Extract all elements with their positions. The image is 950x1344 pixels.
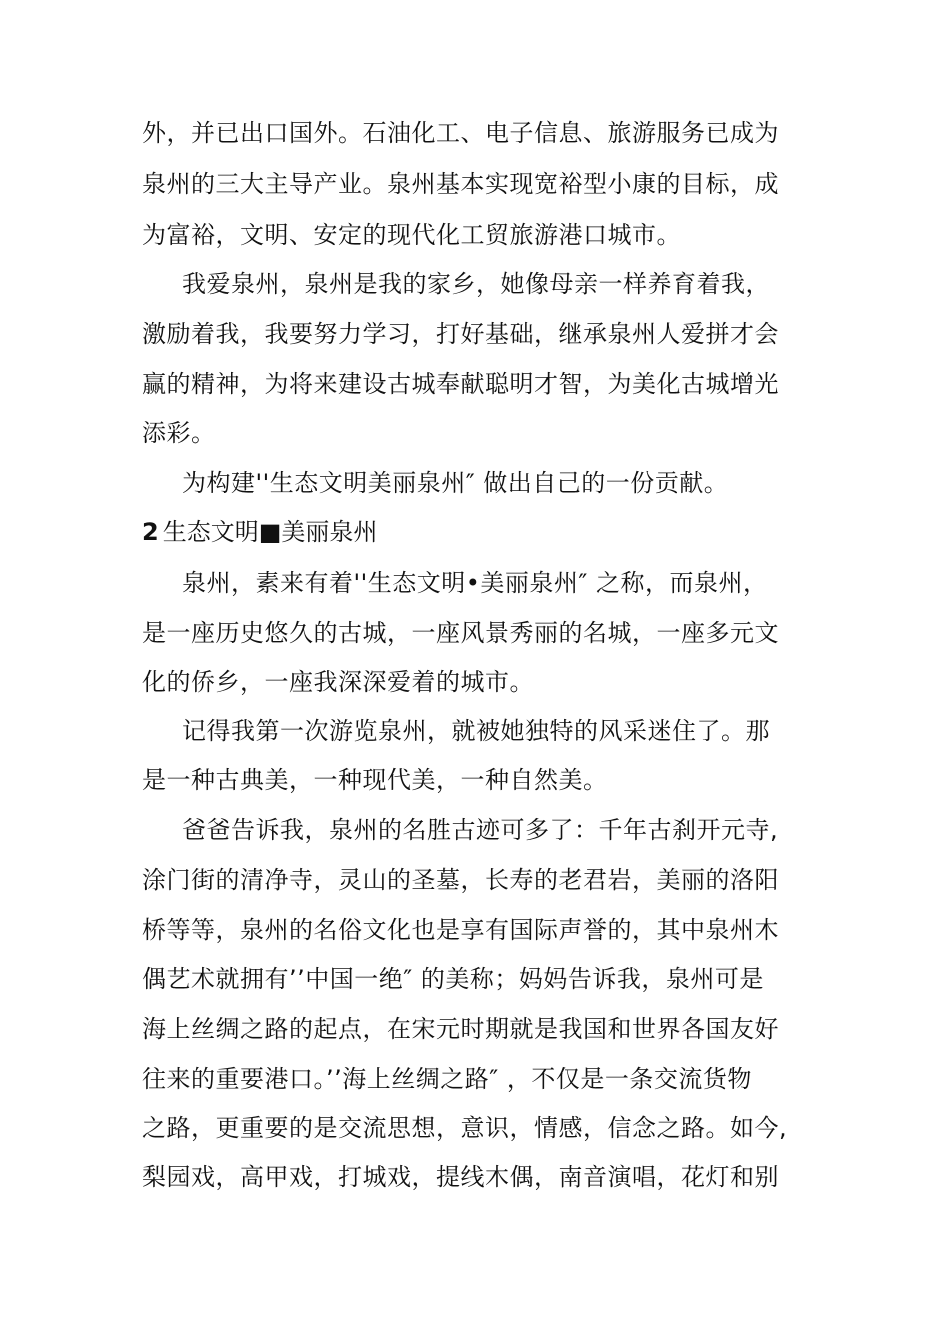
paragraph-line-17: 偶艺术就拥有’’中国一绝″ 的美称；妈妈告诉我，泉州可是 xyxy=(142,965,764,993)
paragraph-line-18: 海上丝绸之路的起点，在宋元时期就是我国和世界各国友好 xyxy=(142,1015,779,1043)
section-number: 2 xyxy=(142,518,159,546)
paragraph-line-10: 是一座历史悠久的古城，一座风景秀丽的名城，一座多元文 xyxy=(142,619,779,647)
paragraph-line-2: 泉州的三大主导产业。泉州基本实现宽裕型小康的目标，成 xyxy=(142,170,779,198)
paragraph-line-14: 爸爸告诉我，泉州的名胜古迹可多了：千年古刹开元寺, xyxy=(182,816,779,844)
paragraph-line-7: 添彩。 xyxy=(142,419,216,447)
paragraph-line-16: 桥等等，泉州的名俗文化也是享有国际声誉的，其中泉州木 xyxy=(142,916,779,944)
paragraph-line-19: 往来的重要港口。’’海上丝绸之路″ ，不仅是一条交流货物 xyxy=(142,1065,752,1093)
section-title: 生态文明■美丽泉州 xyxy=(162,518,378,546)
paragraph-line-9: 泉州，素来有着''生态文明•美丽泉州″ 之称，而泉州， xyxy=(182,569,768,597)
paragraph-line-11: 化的侨乡，一座我深深爱着的城市。 xyxy=(142,668,534,696)
paragraph-line-5: 激励着我，我要努力学习，打好基础，继承泉州人爱拼才会 xyxy=(142,320,779,348)
section-heading xyxy=(142,517,377,547)
paragraph-line-4: 我爱泉州，泉州是我的家乡，她像母亲一样养育着我， xyxy=(182,270,770,298)
paragraph-line-1: 外，并已出口国外。石油化工、电子信息、旅游服务已成为 xyxy=(142,119,779,147)
paragraph-line-6: 赢的精神，为将来建设古城奉献聪明才智，为美化古城增光 xyxy=(142,370,779,398)
paragraph-line-13: 是一种古典美，一种现代美，一种自然美。 xyxy=(142,766,608,794)
paragraph-line-21: 梨园戏，高甲戏，打城戏，提线木偶，南音演唱，花灯和别 xyxy=(142,1163,779,1191)
paragraph-line-20: 之路，更重要的是交流思想，意识，情感，信念之路。如今, xyxy=(142,1114,788,1142)
paragraph-line-15: 涂门街的清净寺，灵山的圣墓，长寿的老君岩，美丽的洛阳 xyxy=(142,866,779,894)
paragraph-line-3: 为富裕，文明、安定的现代化工贸旅游港口城市。 xyxy=(142,221,681,249)
paragraph-line-12: 记得我第一次游览泉州，就被她独特的风采迷住了。那 xyxy=(182,717,770,745)
paragraph-line-8: 为构建''生态文明美丽泉州″ 做出自己的一份贡献。 xyxy=(182,469,729,497)
